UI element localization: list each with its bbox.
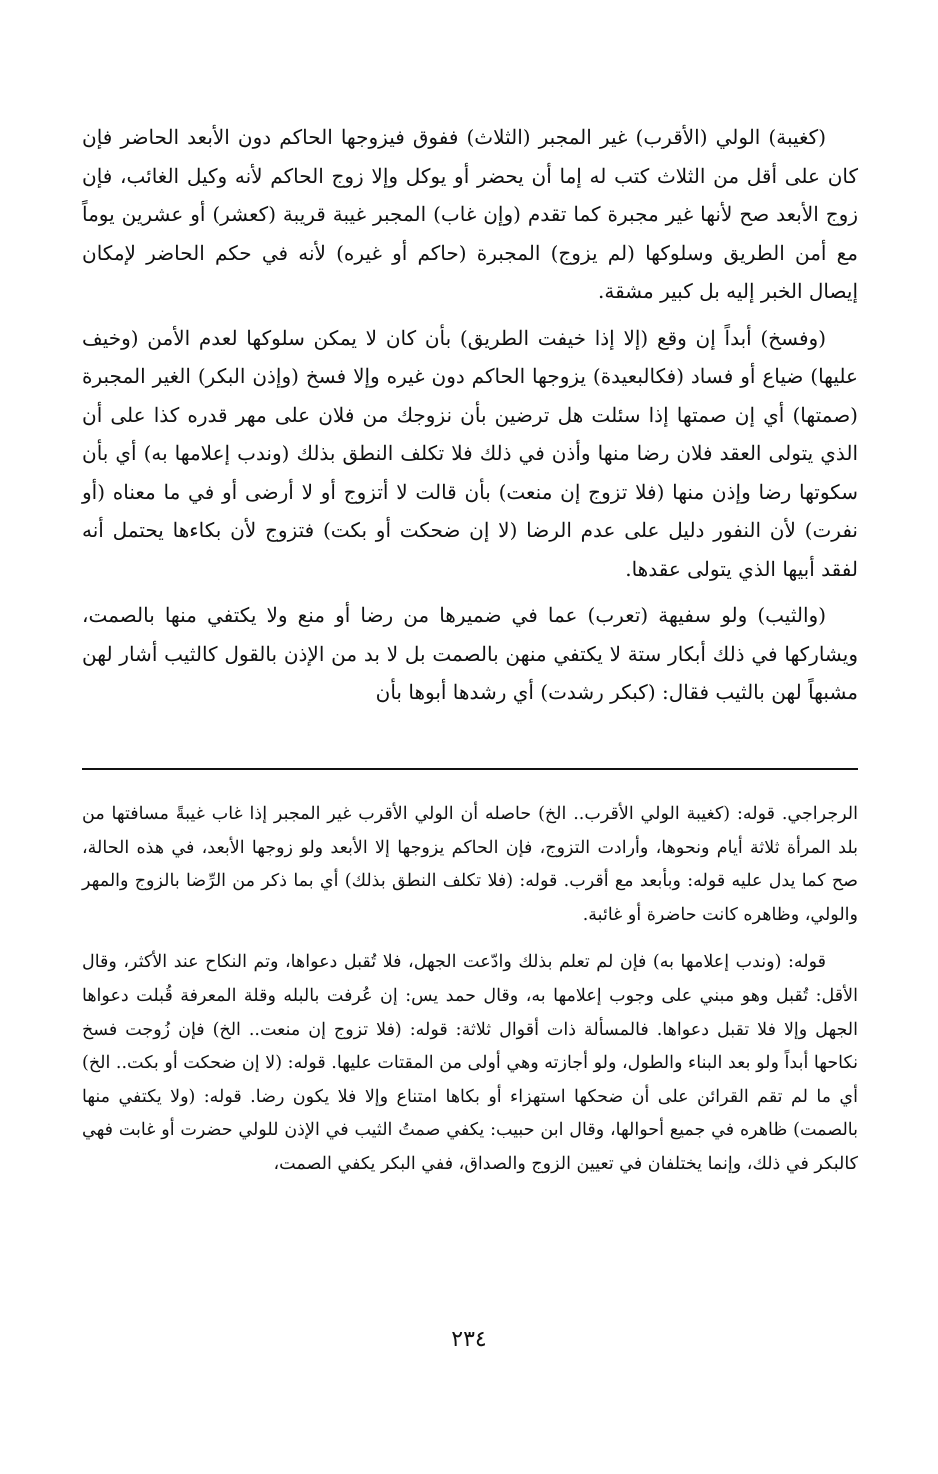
page-number: ٢٣٤ bbox=[451, 1327, 487, 1352]
footnote-divider bbox=[82, 768, 858, 770]
footnote-paragraph: الرجراجي. قوله: (كغيبة الولي الأقرب.. الخ) حاصله أن الولي الأقرب غير المجبر إذا غاب غيبةً مسافتها من بلد المرأة ثلاثة أيام ونحوها، وأرادت التزوج، فإن الحاكم يزوجها إلا الأبعد ولو زوجها الأبعد، في هذه الحالة، صح كما يدل عليه قوله: وبأبعد مع أقرب. قوله: (فلا تكلف النطق بذلك) أي بما ذكر من الرِّضا بالزوج والمهر والولي، وظاهره كانت حاضرة أو غائبة. bbox=[82, 804, 858, 925]
main-paragraph: (كغيبة) الولي (الأقرب) غير المجبر (الثلاث) ففوق فيزوجها الحاكم دون الأبعد الحاضر فإن كان على أقل من الثلاث كتب له إما أن يحضر أو يوكل وإلا زوج الحاكم لأنه وكيل الغائب، فإن زوج الأبعد صح لأنها غير مجبرة كما تقدم (وإن غاب) المجبر غيبة قريبة (كعشر) أو عشرين يوماً مع أمن الطريق وسلوكها (لم يزوج) المجبرة (حاكم أو غيره) لأنه في حكم الحاضر لإمكان إيصال الخبر إليه بل كبير مشقة. bbox=[82, 125, 858, 303]
footnote-paragraph: قوله: (وندب إعلامها به) فإن لم تعلم بذلك وادّعت الجهل، فلا تُقبل دعواها، وتم النكاح عند الأكثر، وقال الأقل: تُقبل وهو مبني على وجوب إعلامها به، وقال حمد يس: إن عُرفت بالبله وقلة المعرفة قُبلت دعواها الجهل وإلا فلا تقبل دعواها. فالمسألة ذات أقوال ثلاثة: قوله: (فلا تزوج إن منعت.. الخ) فإن زُوجت فسخ نكاحها أبداً ولو بعد البناء والطول، ولو أجازته وهي أولى من المقتات عليها. قوله: (لا إن ضحكت أو بكت.. الخ) أي ما لم تقم القرائن على أن ضحكها استهزاء أو بكاها امتناع وإلا فلا يكون رضا. قوله: (ولا يكتفي منها بالصمت) ظاهره في جميع أحوالها، وقال ابن حبيب: يكفي صمتُ الثيب في الإذن للولي حضرت أو غابت فهي كالبكر في ذلك، وإنما يختلفان في تعيين الزوج والصداق، ففي البكر يكفي الصمت، bbox=[82, 952, 858, 1174]
main-text bbox=[82, 118, 858, 720]
footnotes bbox=[82, 798, 858, 1196]
main-paragraph: (وفسخ) أبداً إن وقع (إلا إذا خيفت الطريق) بأن كان لا يمكن سلوكها لعدم الأمن (وخيف عليها) ضياع أو فساد (فكالبعيدة) يزوجها الحاكم دون غيره وإلا فسخ (وإذن البكر) الغير المجبرة (صمتها) أي إن صمتها إذا سئلت هل ترضين بأن نزوجك من فلان على مهر قدره كذا على أن الذي يتولى العقد فلان رضا منها وأذن في ذلك فلا تكلف النطق بذلك (وندب إعلامها به) أي بأن سكوتها رضا وإذن منها (فلا تزوج إن منعت) بأن قالت لا أتزوج أو لا أرضى أو في ما معناه (أو نفرت) لأن النفور دليل على عدم الرضا (لا إن ضحكت أو بكت) فتزوج لأن بكاءها يحتمل أنه لفقد أبيها الذي يتولى عقدها. bbox=[82, 325, 858, 581]
main-paragraph: (والثيب) ولو سفيهة (تعرب) عما في ضميرها من رضا أو منع ولا يكتفي منها بالصمت، ويشاركها في ذلك أبكار ستة لا يكتفي منهن بالصمت بل لا بد من الإذن بالقول كالثيب أشار لهن مشبهاً لهن بالثيب فقال: (كبكر رشدت) أي رشدها أبوها بأن bbox=[82, 603, 858, 704]
